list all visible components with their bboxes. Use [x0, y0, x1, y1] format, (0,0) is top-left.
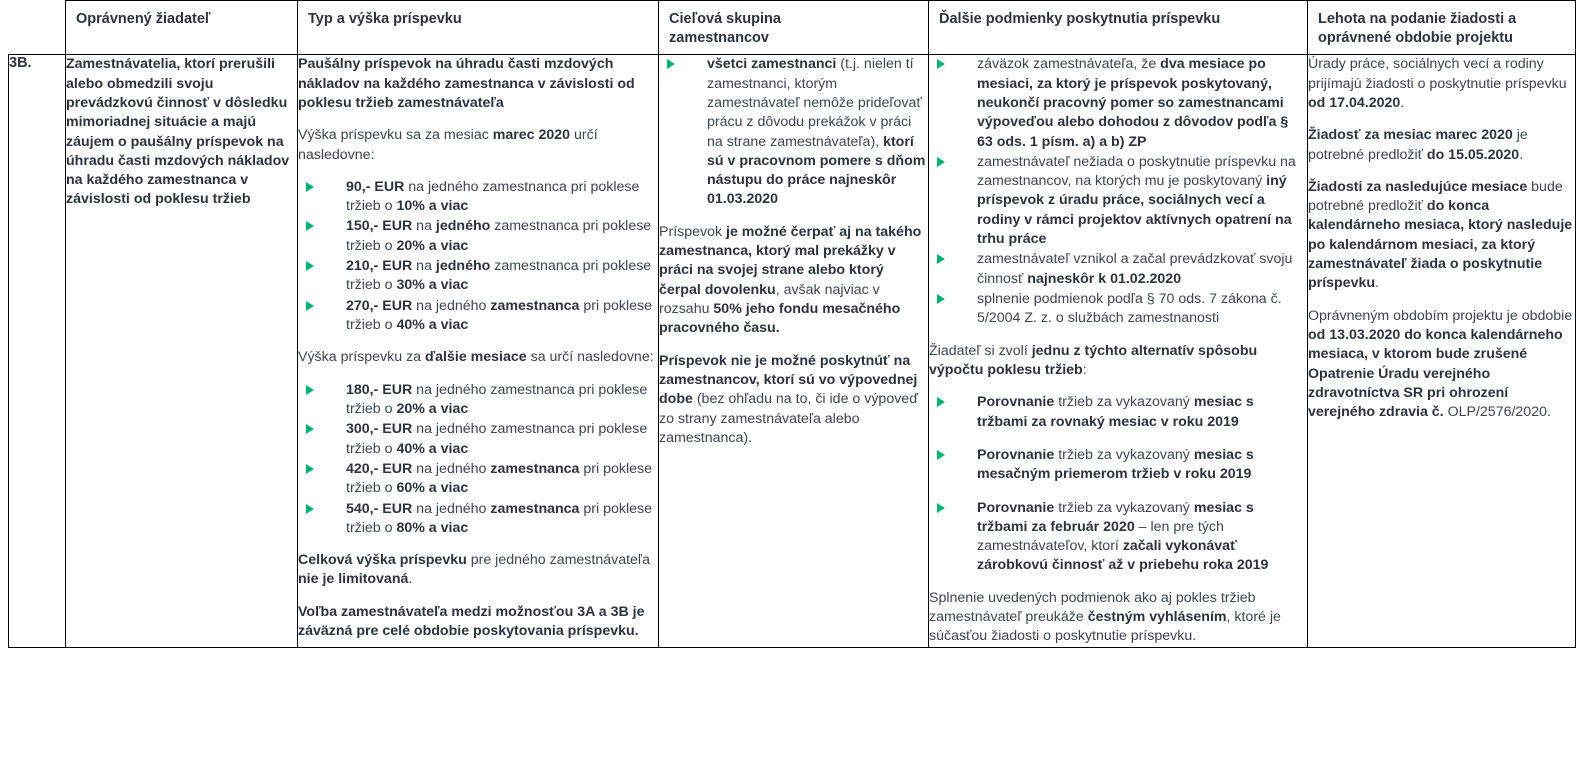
tg-p3-bold: Príspevok nie je možné poskytnúť na zamestnancov, ktorí sú vo výpovednej dobe: [659, 352, 918, 408]
closing-bold: čestným vyhlásením: [1087, 609, 1227, 626]
triangle-bullet-icon: [937, 294, 945, 304]
next-intro-part1: Výška príspevku za: [298, 349, 425, 366]
alt-1-plain-1: tržieb za vykazovaný: [1054, 446, 1194, 463]
tg-p2-bold-1: je možné čerpať aj na takého zamestnanca, ktorý mal prekážky v práci na svojej strane alebo ktorý čerpal dovolenku: [659, 223, 922, 298]
list-item: [929, 499, 1307, 576]
march-intro-part1: Výška príspevku sa za mesiac: [298, 127, 493, 144]
next-text-1b: zamestnanca: [490, 421, 575, 438]
total-plain-1: pre jedného zamestnávateľa: [466, 552, 650, 569]
list-item: [298, 257, 658, 296]
tg-p2-plain-2: , avšak najviac v rozsahu: [659, 281, 880, 317]
march-pct-3: 40% a viac: [396, 317, 469, 333]
contribution-choice: [298, 603, 658, 642]
list-item: [298, 217, 658, 256]
total-bold-1: Celková výška príspevku: [298, 552, 467, 569]
list-item: [298, 381, 658, 420]
header-deadline-line1: Lehota na podanie žiadosti a: [1318, 11, 1517, 27]
header-cell-applicant: [66, 1, 298, 55]
dl-p2-bold-2: do 15.05.2020: [1426, 146, 1520, 163]
header-label-target-group: [659, 1, 928, 54]
contribution-march-intro: [298, 126, 658, 165]
deadline-para-3: [1308, 178, 1575, 294]
list-item: [929, 393, 1307, 432]
triangle-bullet-icon: [306, 424, 314, 434]
alt-0-plain-1: tržieb za vykazovaný: [1054, 394, 1194, 411]
triangle-bullet-icon: [306, 261, 314, 271]
tg-bold-2: ktorí sú v pracovnom pomere s dňom nástupu do práce najneskôr 01.03.2020: [707, 133, 926, 208]
alt-0-bold-2: mesiac s tržbami za rovnaký mesiac v roku 2019: [977, 394, 1254, 430]
target-group-text: [659, 55, 928, 448]
tg-p2-bold-2: 50% jeho fondu mesačného pracovného času.: [659, 301, 901, 337]
dl-p4-bold: od 13.03.2020 do konca kalendárneho mesiaca, v ktorom bude zrušené Opatrenie Úradu verejného zdravotníctva SR pri ohrození verejného zdravia č.: [1308, 327, 1563, 421]
applicant-paragraph: Zamestnávatelia, ktorí prerušili alebo obmedzili svoju prevádzkovú činnosť v dôsledku mimoriadnej situácie a majú záujem o paušálny príspevok na úhradu časti mzdových nákladov na každého zamestnanca v závislosti od poklesu tržieb: [66, 56, 290, 208]
next-text-3b: zamestnanca: [490, 500, 580, 517]
march-amount-3: 270,- EUR: [346, 297, 413, 314]
alt-intro-bold: jednu z týchto alternatív spôsobu výpočtu poklesu tržieb: [929, 342, 1258, 378]
next-amount-2: 420,- EUR: [346, 460, 413, 477]
dl-p1-plain-2: .: [1400, 94, 1405, 111]
dl-p3-plain-1: bude potrebné predložiť: [1308, 178, 1563, 215]
march-text-2b: jedného: [435, 258, 491, 275]
contribution-next-intro: [298, 348, 658, 367]
header-target-group-line1: Cieľová skupina: [669, 11, 781, 27]
march-text-3c: pri poklese tržieb o: [346, 297, 653, 333]
next-text-0a: na jedného: [412, 381, 491, 398]
measures-table: [8, 0, 1576, 648]
next-pct-0: 20% a viac: [396, 400, 469, 417]
list-item: [659, 55, 928, 210]
triangle-bullet-icon: [937, 503, 945, 513]
conditions-cell: [929, 55, 1308, 647]
list-item: [929, 55, 1307, 152]
alternatives-list: [929, 393, 1307, 576]
dl-p3-plain-2: .: [1375, 275, 1379, 292]
march-amount-1: 150,- EUR: [346, 218, 413, 235]
table-row: [9, 55, 1576, 647]
dl-p4-plain-1: Oprávneným obdobím projektu je obdobie: [1308, 307, 1573, 324]
march-text-2a: na: [412, 258, 436, 275]
header-row: [9, 1, 1576, 55]
next-intro-bold: ďalšie mesiace: [424, 349, 527, 366]
march-pct-1: 20% a viac: [396, 237, 469, 254]
march-pct-2: 30% a viac: [396, 277, 469, 294]
contribution-total: [298, 551, 658, 590]
next-pct-2: 60% a viac: [396, 480, 469, 497]
next-text-0b: zamestnanca: [490, 381, 575, 398]
march-text-3a: na jedného: [412, 297, 491, 314]
triangle-bullet-icon: [937, 254, 945, 264]
triangle-bullet-icon: [306, 464, 314, 474]
march-pct-0: 10% a viac: [396, 198, 469, 215]
next-months-amount-list: [298, 381, 658, 539]
alt-2-plain-1: tržieb za vykazovaný: [1054, 499, 1194, 516]
closing-plain-2: , ktoré je súčasťou žiadosti o poskytnutie príspevku.: [929, 609, 1281, 645]
next-text-3c: pri poklese tržieb o: [346, 500, 653, 536]
closing-plain-1: Splnenie uvedených podmienok ako aj pokles tržieb zamestnávateľ preukáže: [929, 589, 1256, 626]
header-cell-deadline: [1308, 1, 1576, 55]
triangle-bullet-icon: [306, 385, 314, 395]
table-body: [9, 55, 1576, 647]
tg-p3-plain: (bez ohľadu na to, či ide o výpoveď zo strany zamestnávateľa alebo zamestnanca).: [659, 391, 918, 446]
header-cell-conditions: [929, 1, 1308, 55]
deadline-text: [1308, 55, 1575, 422]
triangle-bullet-icon: [937, 450, 945, 460]
tg-p2-plain-1: Príspevok: [659, 223, 727, 240]
next-text-0c: pri poklese tržieb o: [346, 381, 648, 417]
march-text-0c: pri poklese tržieb o: [346, 178, 640, 215]
cond-0-plain: záväzok zamestnávateľa, že: [977, 56, 1161, 73]
deadline-cell: [1308, 55, 1576, 647]
dl-p3-bold-2: do konca kalendárneho mesiaca, ktorý nasleduje po kalendárnom mesiaci, za ktorý zamestnávateľ žiada o poskytnutie príspevku: [1308, 198, 1573, 292]
next-amount-0: 180,- EUR: [346, 381, 413, 398]
march-text-2d: zamestnanca: [494, 258, 579, 275]
triangle-bullet-icon: [306, 182, 314, 192]
cond-1-plain: zamestnávateľ nežiada o poskytnutie príspevku na zamestnancov, na ktorých mu je poskytovaný: [977, 153, 1296, 190]
triangle-bullet-icon: [306, 221, 314, 231]
list-item: [298, 500, 658, 539]
deadline-para-2: [1308, 126, 1575, 165]
next-text-2c: pri poklese tržieb o: [346, 460, 653, 497]
dl-p1-bold: od 17.04.2020: [1308, 94, 1401, 111]
march-intro-month: marec 2020: [492, 127, 571, 144]
dl-p2-plain-1: je potrebné predložiť: [1308, 127, 1528, 163]
applicant-text: [66, 55, 297, 210]
contribution-text: [298, 55, 658, 641]
list-item: [298, 178, 658, 217]
march-text-0b: zamestnanca: [482, 178, 567, 195]
cond-2-bold: najneskôr k 01.02.2020: [1027, 270, 1182, 287]
cond-0-bold: dva mesiace po mesiaci, za ktorý je príspevok poskytovaný, neukončí pracovný pomer so zamestnancami výpoveďou alebo dohodou z dôvodov podľa § 63 ods. 1 písm. a) a b) ZP: [977, 56, 1289, 150]
applicant-cell: [66, 55, 298, 647]
next-text-3a: na jedného: [412, 500, 491, 517]
target-group-para-2: [659, 223, 928, 339]
contribution-heading: Paušálny príspevok na úhradu časti mzdových nákladov na každého zamestnanca v závislosti od poklesu tržieb zamestnávateľa: [298, 56, 635, 111]
march-text-0a: na jedného: [404, 178, 483, 195]
header-deadline-line2: oprávnené obdobie projektu: [1318, 30, 1513, 47]
tg-plain-1: (t.j. nielen tí zamestnanci, ktorým zamestnávateľ nemôže prideľovať prácu z dôvodu prekážok v práci na strane zamestnávateľa),: [707, 56, 922, 150]
header-cell-contribution: [298, 1, 659, 55]
march-text-1e: pri poklese tržieb o: [346, 218, 652, 254]
dl-p4-plain-2: OLP/2576/2020.: [1443, 404, 1551, 421]
march-amount-0: 90,- EUR: [346, 178, 405, 195]
triangle-bullet-icon: [667, 59, 675, 69]
next-text-2b: zamestnanca: [490, 460, 580, 477]
total-plain-2: .: [408, 571, 413, 588]
dl-p2-plain-2: .: [1519, 146, 1524, 163]
conditions-text: [929, 55, 1307, 646]
cond-1-bold: iný príspevok z úradu práce, sociálnych vecí a rodiny v rámci projektov aktívnych opatrení na trhu práce: [977, 173, 1292, 248]
alt-intro-tail: :: [1082, 361, 1087, 378]
dl-p2-bold-1: Žiadosť za mesiac marec 2020: [1308, 127, 1513, 144]
alternatives-intro: [929, 342, 1307, 381]
contribution-cell: [298, 55, 659, 647]
header-label-contribution: Typ a výška príspevku: [308, 11, 462, 27]
triangle-bullet-icon: [937, 59, 945, 69]
triangle-bullet-icon: [306, 301, 314, 311]
march-text-1a: na: [412, 218, 436, 235]
march-text-3b: zamestnanca: [490, 297, 580, 314]
alt-2-plain-2: – len pre tých zamestnávateľov, ktorí: [977, 518, 1224, 555]
march-amount-2: 210,- EUR: [346, 258, 413, 275]
alt-2-bold-1: Porovnanie: [977, 499, 1055, 516]
triangle-bullet-icon: [306, 504, 314, 514]
header-label-conditions: Ďalšie podmienky poskytnutia príspevku: [939, 11, 1221, 27]
dl-p1-plain-1: Úrady práce, sociálnych vecí a rodiny prijímajú žiadosti o poskytnutie príspevku: [1308, 56, 1567, 92]
list-item: [929, 446, 1307, 485]
deadline-para-4: [1308, 307, 1575, 423]
march-text-2e: pri poklese tržieb o: [346, 258, 652, 294]
header-label-applicant: Oprávnený žiadateľ: [76, 11, 211, 27]
conditions-list: [929, 55, 1307, 328]
header-cell-target-group: [659, 1, 929, 55]
list-item: [298, 297, 658, 336]
next-amount-3: 540,- EUR: [346, 500, 413, 517]
conditions-closing: [929, 589, 1307, 647]
table-header: [9, 1, 1576, 55]
next-amount-1: 300,- EUR: [346, 421, 413, 438]
march-amount-list: [298, 178, 658, 336]
alt-1-bold-1: Porovnanie: [977, 446, 1055, 463]
next-intro-part2: sa určí nasledovne:: [526, 349, 654, 366]
march-intro-part2: určí nasledovne:: [298, 127, 598, 163]
tg-bold-1: všetci zamestnanci: [707, 56, 837, 73]
target-group-list: [659, 55, 928, 210]
target-group-cell: [659, 55, 929, 647]
deadline-para-1: [1308, 55, 1575, 113]
dl-p3-bold-1: Žiadosti za nasledujúce mesiace: [1308, 178, 1528, 195]
alt-2-bold-2: mesiac s tržbami za február 2020: [977, 499, 1254, 535]
list-item: [298, 460, 658, 499]
cond-2-plain: zamestnávateľ vznikol a začal prevádzkovať svoju činnosť: [977, 251, 1293, 287]
target-group-para-3: [659, 352, 928, 449]
triangle-bullet-icon: [937, 157, 945, 167]
next-text-2a: na jedného: [412, 460, 491, 477]
alt-intro-plain: Žiadateľ si zvolí: [929, 342, 1032, 359]
list-item: [298, 420, 658, 459]
list-item: [929, 250, 1307, 289]
row-id-cell: 3B.: [9, 55, 66, 647]
next-text-1c: pri poklese tržieb o: [346, 421, 648, 457]
next-pct-1: 40% a viac: [396, 440, 469, 457]
next-pct-3: 80% a viac: [396, 519, 469, 536]
alt-1-bold-2: mesiac s mesačným priemerom tržieb v roku 2019: [977, 446, 1254, 483]
march-text-1b: jedného: [435, 218, 491, 235]
triangle-bullet-icon: [937, 397, 945, 407]
alt-2-bold-3: začali vykonávať zárobkovú činnosť až v priebehu roka 2019: [977, 538, 1269, 574]
header-label-deadline: [1308, 1, 1575, 54]
list-item: [929, 153, 1307, 250]
total-bold-2: nie je limitovaná: [298, 571, 409, 588]
cond-3-plain: splnenie podmienok podľa § 70 ods. 7 zákona č. 5/2004 Z. z. o službách zamestnanosti: [977, 291, 1282, 327]
list-item: [929, 290, 1307, 329]
header-target-group-line2: zamestnancov: [669, 30, 769, 47]
header-cell-empty: [9, 1, 66, 55]
next-text-1a: na jedného: [412, 421, 491, 438]
alt-0-bold-1: Porovnanie: [977, 394, 1055, 411]
march-text-1d: zamestnanca: [494, 218, 579, 235]
choice-text: Voľba zamestnávateľa medzi možnosťou 3A a 3B je záväzná pre celé obdobie poskytovania príspevku.: [298, 603, 645, 640]
